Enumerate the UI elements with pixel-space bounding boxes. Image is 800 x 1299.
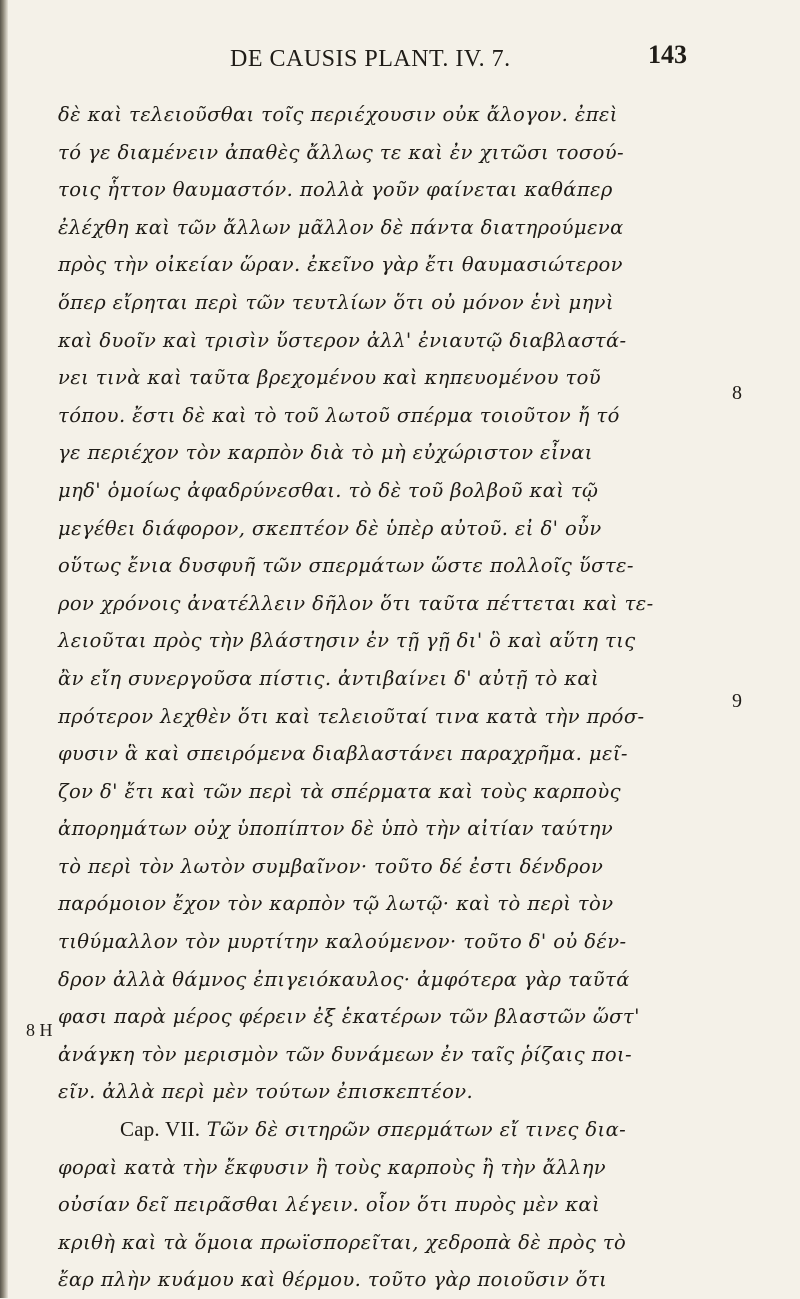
text-line: γε περιέχον τὸν καρπὸν διὰ τὸ μὴ εὐχώριστον εἶναι (58, 441, 593, 465)
text-line: ζον δ' ἔτι καὶ τῶν περὶ τὰ σπέρματα καὶ τοὺς καρποὺς (58, 779, 621, 803)
text-line: λειοῦται πρὸς τὴν βλάστησιν ἐν τῇ γῇ δι' ὃ καὶ αὕτη τις (58, 629, 636, 653)
text-line: φοραὶ κατὰ τὴν ἔκφυσιν ἢ τοὺς καρποὺς ἢ τὴν ἄλλην (58, 1155, 607, 1179)
text-line: καὶ δυοῖν καὶ τρισὶν ὕστερον ἀλλ' ἐνιαυτῷ διαβλαστά- (58, 328, 627, 352)
text-line: τό γε διαμένειν ἀπαθὲς ἄλλως τε καὶ ἐν χιτῶσι τοσού- (58, 140, 625, 164)
line-number-9: 9 (732, 690, 742, 712)
text-line: οὐσίαν δεῖ πειρᾶσθαι λέγειν. οἷον ὅτι πυρὸς μὲν καὶ (58, 1193, 601, 1217)
text-line: τὸ περὶ τὸν λωτὸν συμβαῖνον· τοῦτο δέ ἐστι δένδρον (58, 854, 604, 878)
text-line: δρον ἀλλὰ θάμνος ἐπιγειόκαυλος· ἀμφότερα γὰρ ταῦτά (58, 967, 630, 991)
text-line: μηδ' ὁμοίως ἀφαδρύνεσθαι. τὸ δὲ τοῦ βολβοῦ καὶ τῷ (58, 478, 599, 502)
running-header (0, 38, 800, 78)
text-line: φασι παρὰ μέρος φέρειν ἐξ ἑκατέρων τῶν βλαστῶν ὥστ' (58, 1005, 640, 1029)
text-line: οὕτως ἔνια δυσφυῆ τῶν σπερμάτων ὥστε πολλοῖς ὕστε- (58, 554, 634, 578)
text-line: τόπου. ἔστι δὲ καὶ τὸ τοῦ λωτοῦ σπέρμα τοιοῦτον ἤ τό (58, 403, 620, 427)
text-line: ἔαρ πλὴν κυάμου καὶ θέρμου. τοῦτο γὰρ ποιοῦσιν ὅτι (58, 1268, 608, 1292)
stephanus-marker: 8 H (26, 1020, 53, 1040)
running-title: DE CAUSIS PLANT. IV. 7. (230, 46, 511, 72)
chapter-label: Cap. VII. (120, 1117, 201, 1142)
text-line: παρόμοιον ἔχον τὸν καρπὸν τῷ λωτῷ· καὶ τὸ περὶ τὸν (58, 892, 614, 916)
text-line: ρον χρόνοις ἀνατέλλειν δῆλον ὅτι ταῦτα πέττεται καὶ τε- (58, 591, 654, 615)
text-line: τιθύμαλλον τὸν μυρτίτην καλούμενον· τοῦτο δ' οὐ δέν- (58, 930, 627, 954)
text-line: κριθὴ καὶ τὰ ὅμοια πρωϊσπορεῖται, χεδροπὰ δὲ πρὸς τὸ (58, 1230, 627, 1254)
text-line: τοις ἧττον θαυμαστόν. πολλὰ γοῦν φαίνεται καθάπερ (58, 178, 613, 202)
text-line: εῖν. ἀλλὰ περὶ μὲν τούτων ἐπισκεπτέον. (58, 1080, 474, 1104)
text-line: ἐλέχθη καὶ τῶν ἄλλων μᾶλλον δὲ πάντα διατηρούμενα (58, 215, 624, 239)
text-line: δὲ καὶ τελειοῦσθαι τοῖς περιέχουσιν οὐκ ἄλογον. ἐπεὶ (58, 103, 618, 126)
text-line: ἀνάγκη τὸν μερισμὸν τῶν δυνάμεων ἐν ταῖς ῥίζαις ποι- (58, 1042, 633, 1066)
chapter-heading-line (58, 1111, 728, 1149)
text-line: ὅπερ εἴρηται περὶ τῶν τευτλίων ὅτι οὐ μόνον ἑνὶ μηνὶ (58, 290, 614, 314)
text-line: πρὸς τὴν οἰκείαν ὥραν. ἐκεῖνο γὰρ ἔτι θαυμασιώτερον (58, 253, 623, 277)
text-line: νει τινὰ καὶ ταῦτα βρεχομένου καὶ κηπευομένου τοῦ (58, 366, 602, 390)
line-number-8: 8 (732, 382, 742, 404)
greek-text-body (58, 96, 728, 1299)
text-line: ἀπορημάτων οὐχ ὑποπίπτον δὲ ὑπὸ τὴν αἰτίαν ταύτην (58, 817, 614, 841)
text-line: μεγέθει διάφορον, σκεπτέον δὲ ὑπὲρ αὐτοῦ. εἰ δ' οὖν (58, 516, 602, 540)
text-line: ἂν εἴη συνεργοῦσα πίστις. ἀντιβαίνει δ' αὐτῇ τὸ καὶ (58, 666, 600, 690)
chapter-first-line-text: Τῶν δὲ σιτηρῶν σπερμάτων εἴ τινες δια- (206, 1118, 627, 1142)
text-line: φυσιν ἃ καὶ σπειρόμενα διαβλαστάνει παραχρῆμα. μεῖ- (58, 742, 628, 766)
page-edge (0, 0, 8, 1298)
text-line: πρότερον λεχθὲν ὅτι καὶ τελειοῦταί τινα κατὰ τὴν πρόσ- (58, 704, 645, 728)
page-number: 143 (648, 40, 687, 69)
